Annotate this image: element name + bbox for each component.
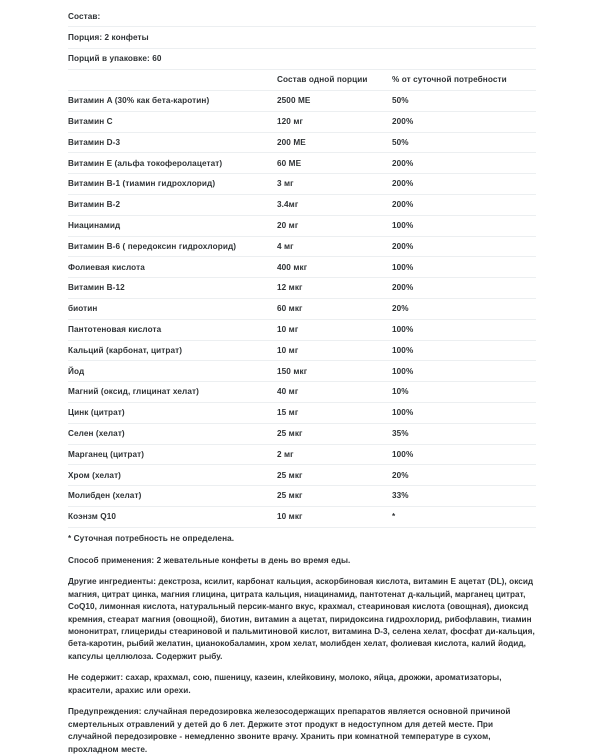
nutrient-name: Витамин В-12 [68, 278, 277, 299]
nutrient-name: Магний (оксид, глицинат хелат) [68, 382, 277, 403]
nutrient-daily-value: 50% [392, 132, 536, 153]
table-row [68, 299, 536, 320]
nutrient-amount: 10 мг [277, 319, 392, 340]
nutrient-name: Кальций (карбонат, цитрат) [68, 340, 277, 361]
table-row [68, 361, 536, 382]
nutrient-daily-value: 33% [392, 486, 536, 507]
table-row [68, 132, 536, 153]
nutrient-name: Пантотеновая кислота [68, 319, 277, 340]
nutrient-daily-value: 20% [392, 299, 536, 320]
nutrient-name: Витамин В-2 [68, 195, 277, 216]
nutrition-facts-header [68, 70, 536, 90]
nutrient-name: Марганец (цитрат) [68, 444, 277, 465]
serving-info-table [68, 6, 536, 70]
header-daily-value: % от суточной потребности [392, 70, 536, 90]
table-row [68, 465, 536, 486]
nutrient-amount: 2500 МЕ [277, 91, 392, 112]
nutrient-name: Витамин В-1 (тиамин гидрохлорид) [68, 174, 277, 195]
nutrient-name: Витамин C [68, 111, 277, 132]
serving-info-row [68, 27, 536, 48]
nutrient-amount: 200 МЕ [277, 132, 392, 153]
daily-value-footnote: * Суточная потребность не определена. [68, 533, 235, 543]
nutrient-amount: 15 мг [277, 403, 392, 424]
nutrient-daily-value: 200% [392, 236, 536, 257]
nutrient-amount: 12 мкг [277, 278, 392, 299]
nutrition-facts-table [68, 70, 536, 528]
nutrient-daily-value: 100% [392, 319, 536, 340]
table-row [68, 486, 536, 507]
directions-paragraph: Способ применения: 2 жевательные конфеты в день во время еды. [68, 555, 351, 565]
free-from-paragraph: Не содержит: сахар, крахмал, сою, пшеницу, казеин, клейковину, молоко, яйца, дрожжи, ароматизаторы, красители, арахис или орехи. [68, 673, 502, 695]
table-row [68, 278, 536, 299]
nutrition-facts-body [68, 91, 536, 528]
table-row [68, 236, 536, 257]
nutrient-amount: 10 мкг [277, 507, 392, 528]
table-row [68, 91, 536, 112]
nutrient-amount: 4 мг [277, 236, 392, 257]
nutrient-daily-value: 100% [392, 444, 536, 465]
nutrient-name: биотин [68, 299, 277, 320]
header-row [68, 70, 536, 90]
nutrient-name: Хром (хелат) [68, 465, 277, 486]
nutrient-name: Витамин В-6 ( передоксин гидрохлорид) [68, 236, 277, 257]
table-row [68, 319, 536, 340]
nutrient-daily-value: * [392, 507, 536, 528]
nutrient-daily-value: 100% [392, 215, 536, 236]
serving-info-body [68, 6, 536, 70]
nutrient-name: Витамин Е (альфа токоферолацетат) [68, 153, 277, 174]
nutrient-daily-value: 20% [392, 465, 536, 486]
nutrient-daily-value: 100% [392, 257, 536, 278]
nutrient-amount: 400 мкг [277, 257, 392, 278]
table-row [68, 340, 536, 361]
nutrient-amount: 120 мг [277, 111, 392, 132]
nutrient-amount: 60 МЕ [277, 153, 392, 174]
serving-info-row [68, 48, 536, 69]
nutrient-name: Витамин A (30% как бета-каротин) [68, 91, 277, 112]
nutrient-amount: 25 мкг [277, 465, 392, 486]
serving-info-row [68, 6, 536, 27]
table-row [68, 215, 536, 236]
nutrient-amount: 25 мкг [277, 423, 392, 444]
nutrient-name: Ниацинамид [68, 215, 277, 236]
nutrient-amount: 150 мкг [277, 361, 392, 382]
nutrient-daily-value: 200% [392, 174, 536, 195]
nutrient-daily-value: 35% [392, 423, 536, 444]
table-row [68, 195, 536, 216]
nutrient-amount: 10 мг [277, 340, 392, 361]
header-amount-per-serving: Состав одной порции [277, 70, 392, 90]
nutrient-amount: 3 мг [277, 174, 392, 195]
nutrient-amount: 3.4мг [277, 195, 392, 216]
nutrient-amount: 40 мг [277, 382, 392, 403]
nutrient-daily-value: 10% [392, 382, 536, 403]
nutrient-daily-value: 200% [392, 111, 536, 132]
nutrient-daily-value: 200% [392, 153, 536, 174]
nutrient-daily-value: 100% [392, 340, 536, 361]
label-serving-size: Порция: 2 конфеты [68, 27, 536, 48]
nutrient-name: Коэнзм Q10 [68, 507, 277, 528]
nutrient-name: Цинк (цитрат) [68, 403, 277, 424]
nutrient-name: Витамин D-3 [68, 132, 277, 153]
nutrient-daily-value: 200% [392, 278, 536, 299]
table-row [68, 507, 536, 528]
label-servings-per-container: Порций в упаковке: 60 [68, 48, 536, 69]
product-details [68, 555, 536, 756]
nutrient-amount: 2 мг [277, 444, 392, 465]
table-row [68, 257, 536, 278]
nutrient-name: Йод [68, 361, 277, 382]
header-nutrient [68, 70, 277, 90]
nutrient-name: Молибден (хелат) [68, 486, 277, 507]
nutrient-name: Селен (хелат) [68, 423, 277, 444]
label-composition: Состав: [68, 6, 536, 27]
table-row [68, 174, 536, 195]
warnings-paragraph: Предупреждения: случайная передозировка железосодержащих препаратов является основной причиной смертельных отравлений у детей до 6 лет. Держите этот продукт в недоступном для детей месте. При случайной передозировке - немедленно звоните врачу. Хранить при комнатной температуре в сухом, прохладном месте. [68, 707, 511, 754]
table-row [68, 153, 536, 174]
nutrient-amount: 20 мг [277, 215, 392, 236]
table-row [68, 444, 536, 465]
table-row [68, 403, 536, 424]
nutrient-daily-value: 100% [392, 361, 536, 382]
nutrient-amount: 60 мкг [277, 299, 392, 320]
nutrient-amount: 25 мкг [277, 486, 392, 507]
other-ingredients-paragraph: Другие ингредиенты: декстроза, ксилит, карбонат кальция, аскорбиновая кислота, витамин Е ацетат (DL), оксид магния, цитрат цинка, магния глицина, цитрата кальция, ниацинамид, пантотенат д-кальций, марганец цитрат, CoQ10, лимонная кислота, натуральный персик-манго вкус, крахмал, стеариновая кислота (овощная), диоксид кремния, стеарат магния (овощной), биотин, витамин а ацетат, пиридоксина гидрохлорид, рибофлавин, тиамин мононитрат, глицериды стеариновой и пальмитиновой кислот, витамина D-3, селена хелат, фосфат ди-кальция, бета-каротин, рыбий желатин, цианокобаламин, хром хелат, молибден хелат, фолиевая кислота, калий йодид, капсулы целлюлоза. Содержит рыбу. [68, 577, 535, 661]
nutrient-daily-value: 100% [392, 403, 536, 424]
nutrient-name: Фолиевая кислота [68, 257, 277, 278]
nutrient-daily-value: 200% [392, 195, 536, 216]
nutrient-daily-value: 50% [392, 91, 536, 112]
table-row [68, 423, 536, 444]
table-row [68, 111, 536, 132]
table-row [68, 382, 536, 403]
